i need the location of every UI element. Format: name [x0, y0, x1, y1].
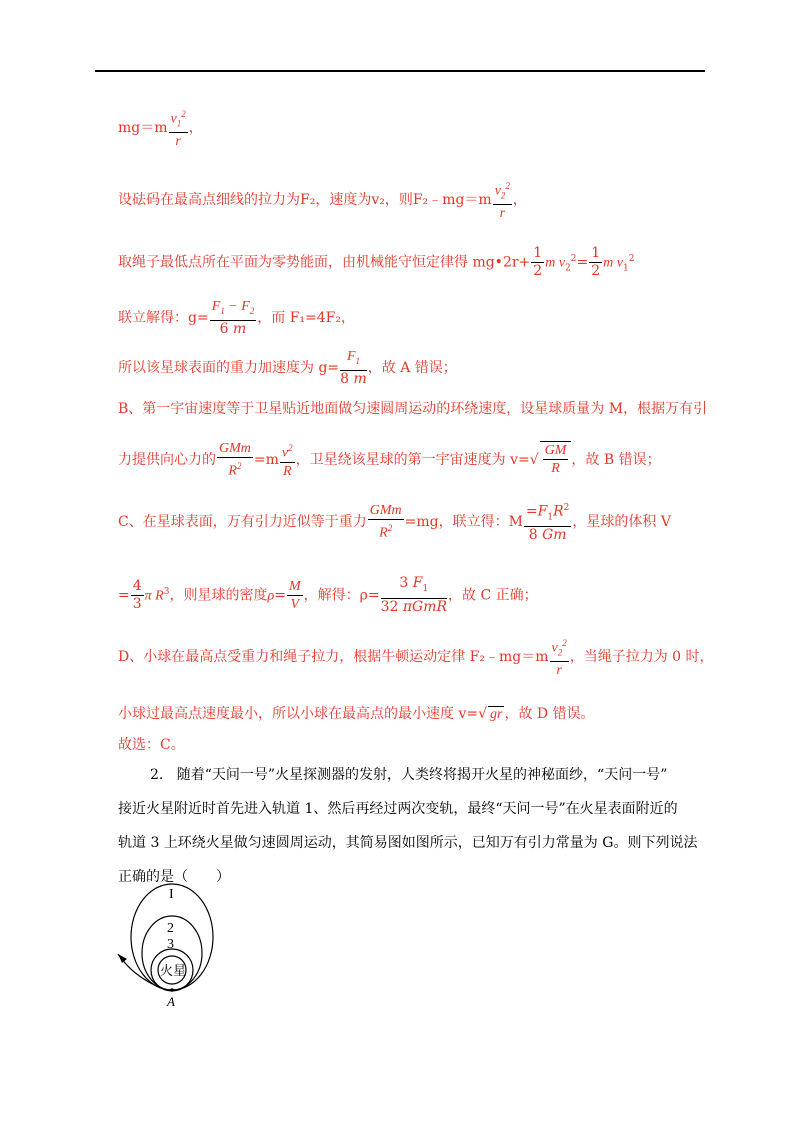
orbit-1-label: I: [169, 887, 174, 902]
point-a-dot: [170, 988, 174, 992]
text: =mg，联立得：M: [404, 514, 523, 531]
orbit-2-label: 2: [167, 921, 174, 936]
text: mg＝m: [118, 120, 168, 137]
solution-line-2: 设砝码在最高点细线的拉力为F₂，速度为v₂，则F₂﹣mg＝m $\frac{v_2^2}{r}$ ，: [118, 178, 527, 222]
orbit-diagram: [110, 882, 220, 1012]
solution-line-8: [118, 500, 671, 544]
solution-line-7: 力提供向心力的 $\frac{\text{GMm}}{R^2}$ =m $\frac{v^2}{R}$ ，卫星绕该星球的第一宇宙速度为 v=√ $\frac{GM}{R}$ ，故 B 错误；: [118, 441, 661, 479]
text: ，则星球的密度: [169, 587, 268, 604]
text: D、小球在最高点受重力和绳子拉力，根据牛顿运动定律 F₂﹣mg＝m: [118, 649, 549, 666]
orbit-3-label: 3: [167, 937, 174, 952]
fraction: $\frac{F_1 - F_2}{6 m}$: [211, 299, 255, 337]
text: ，故 D 错误。: [504, 706, 595, 722]
text: 故选：C。: [118, 737, 185, 753]
text: ，解得：ρ=: [303, 587, 380, 604]
question-number: 2.: [150, 767, 164, 783]
text: ，卫星绕该星球的第一宇宙速度为 v=: [295, 451, 530, 468]
text: 力提供向心力的: [118, 451, 216, 468]
fraction: $\frac{v_2^2}{r}$: [493, 178, 512, 222]
point-a-label: A: [167, 994, 175, 1009]
fraction: $\frac{\text{GMm}}{R^2}$: [219, 441, 251, 479]
text: 所以该星球表面的重力加速度为 g=: [118, 359, 340, 376]
solution-line-1: mg＝m $\frac{v_1^2}{r}$ ，: [118, 106, 203, 150]
text: 联立解得：g=: [118, 309, 209, 326]
solution-line-6: [118, 398, 707, 418]
question-text: 正确的是（ ）: [118, 869, 230, 885]
solution-line-3: 取绳子最低点所在平面为零势能面，由机械能守恒定律得 mg•2r+ $\frac{1}{2}$ m $v_2^2=$ $\frac{1}{2}$ m $v_1^2$: [118, 245, 635, 279]
solution-conclusion: [118, 734, 185, 754]
text: B、第一宇宙速度等于卫星贴近地面做匀速圆周运动的环绕速度，设星球质量为 M，根据万有引: [118, 401, 708, 417]
question-2: [118, 758, 708, 894]
text: 设砝码在最高点细线的拉力为F₂，速度为v₂，则F₂﹣mg＝m: [118, 192, 492, 209]
fraction: $\frac{4}{3}$: [132, 577, 142, 612]
fraction: $\frac{1}{2}$: [591, 245, 601, 279]
fraction: $\frac{3 F_1}{\text{32 πGmR}}$: [380, 575, 448, 615]
question-text: 接近火星附近时首先进入轨道 1、然后再经过两次变轨，最终“天问一号”在火星表面附近的: [118, 801, 678, 817]
question-text: 随着“天问一号”火星探测器的发射，人类终将揭开火星的神秘面纱，“天问一号”: [176, 767, 668, 783]
fraction: $\frac{F_1}{8 m}$: [340, 349, 367, 387]
arrow-icon: [118, 954, 127, 963]
text: ，故 C 正确；: [448, 587, 538, 604]
question-text: 轨道 3 上环绕火星做匀速圆周运动，其简易图如图所示，已知万有引力常量为 G。则下列说法: [118, 835, 698, 851]
planet-label: 火星: [160, 964, 187, 979]
solution-line-4: [118, 298, 355, 338]
fraction: $\frac{GM}{R}$: [544, 443, 567, 477]
fraction: $\frac{\text{GMm}}{R^2}$: [369, 503, 402, 542]
fraction: $\frac{1}{2}$: [533, 245, 543, 279]
solution-line-5: [118, 348, 457, 388]
header-rule: [95, 70, 705, 72]
text: ，当绳子拉力为 0 时，: [569, 649, 714, 666]
fraction: $\frac{M}{V}$: [288, 578, 301, 612]
text: 取绳子最低点所在平面为零势能面，由机械能守恒定律得 mg•2r+: [118, 254, 531, 271]
text: 小球过最高点速度最小，所以小球在最高点的最小速度 v=: [118, 706, 479, 722]
solution-line-9: = $\frac{4}{3}$ π $R^3$，则星球的密度ρ= $\frac{M}{V}$ ，解得：ρ= $\frac{3 F_1}{\text{32 πGmR}}$ ，故 C 正确；: [118, 575, 538, 615]
text: ，故 B 错误；: [571, 451, 661, 468]
fraction: $\frac{v^2}{R}$: [280, 440, 295, 480]
text: ，星球的体积 V: [572, 514, 671, 531]
fraction: $\frac{v_1^2}{r}$: [169, 106, 188, 150]
solution-line-11: 小球过最高点速度最小，所以小球在最高点的最小速度 v=√ gr ，故 D 错误。: [118, 706, 595, 722]
solution-line-10: [118, 635, 714, 679]
fraction: $\frac{=F_1R^2}{8 Gm}$: [524, 500, 571, 544]
text: C、在星球表面，万有引力近似等于重力: [118, 514, 367, 531]
text: ，而 F₁=4F₂，: [257, 309, 356, 326]
text: ，故 A 错误；: [367, 359, 457, 376]
fraction: $\frac{v_2^2}{r}$: [550, 635, 569, 679]
